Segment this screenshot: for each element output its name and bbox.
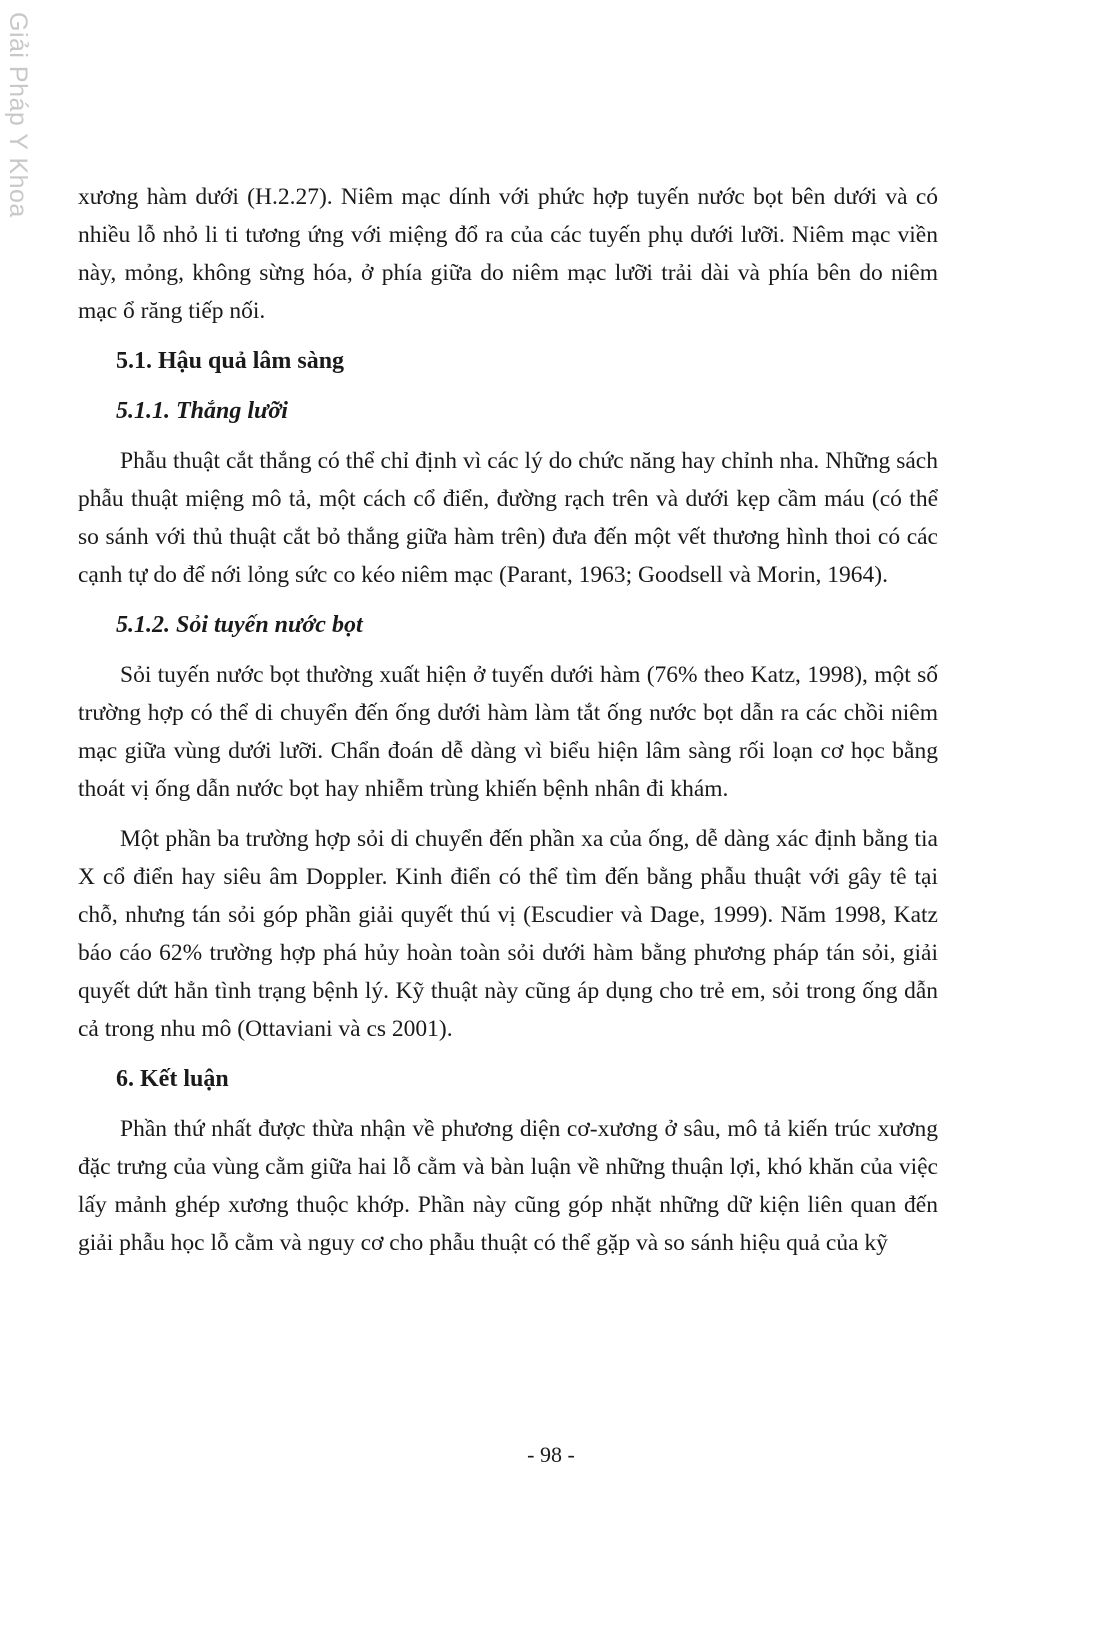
paragraph-frenum: Phẫu thuật cắt thắng có thể chỉ định vì các lý do chức năng hay chỉnh nha. Những sách phẫu thuật miệng mô tả, một cách cổ điển, đường rạch trên và dưới kẹp cầm máu (có thể so sánh với thủ thuật cắt bỏ thắng giữa hàm trên) đưa đến một vết thương hình thoi có các cạnh tự do để nới lỏng sức co kéo niêm mạc (Parant, 1963; Goodsell và Morin, 1964).: [78, 448, 938, 588]
watermark: Giải Pháp Y Khoa: [4, 12, 32, 218]
page-number: - 98 -: [527, 1442, 575, 1467]
section-heading-5-1: 5.1. Hậu quả lâm sàng: [116, 348, 345, 374]
subsection-heading-5-1-1: 5.1.1. Thắng lưỡi: [116, 398, 288, 424]
page-content: [78, 178, 938, 1262]
intro-paragraph: xương hàm dưới (H.2.27). Niêm mạc dính với phức hợp tuyến nước bọt bên dưới và có nhiều lỗ nhỏ li ti tương ứng với miệng đổ ra của các tuyến phụ dưới lưỡi. Niêm mạc viền này, mỏng, không sừng hóa, ở phía giữa do niêm mạc lưỡi trải dài và phía bên do niêm mạc ổ răng tiếp nối.: [78, 184, 938, 324]
subsection-heading-5-1-2: 5.1.2. Sỏi tuyến nước bọt: [116, 612, 363, 638]
paragraph-conclusion: Phần thứ nhất được thừa nhận về phương diện cơ-xương ở sâu, mô tả kiến trúc xương đặc trưng của vùng cằm giữa hai lỗ cằm và bàn luận về những thuận lợi, khó khăn của việc lấy mảnh ghép xương thuộc khớp. Phần này cũng góp nhặt những dữ kiện liên quan đến giải phẫu học lỗ cằm và nguy cơ cho phẫu thuật có thể gặp và so sánh hiệu quả của kỹ: [78, 1116, 938, 1256]
section-heading-6: 6. Kết luận: [116, 1066, 229, 1092]
paragraph-salivary-stones-1: Sỏi tuyến nước bọt thường xuất hiện ở tuyến dưới hàm (76% theo Katz, 1998), một số trường hợp có thể di chuyển đến ống dưới hàm làm tắt ống nước bọt dẫn ra các chồi niêm mạc giữa vùng dưới lưỡi. Chẩn đoán dễ dàng vì biểu hiện lâm sàng rối loạn cơ học bằng thoát vị ống dẫn nước bọt hay nhiễm trùng khiến bệnh nhân đi khám.: [78, 662, 938, 802]
paragraph-salivary-stones-2: Một phần ba trường hợp sỏi di chuyển đến phần xa của ống, dễ dàng xác định bằng tia X cổ điển hay siêu âm Doppler. Kinh điển có thể tìm đến bằng phẫu thuật với gây tê tại chỗ, nhưng tán sỏi góp phần giải quyết thú vị (Escudier và Dage, 1999). Năm 1998, Katz báo cáo 62% trường hợp phá hủy hoàn toàn sỏi dưới hàm bằng phương pháp tán sỏi, giải quyết dứt hẳn tình trạng bệnh lý. Kỹ thuật này cũng áp dụng cho trẻ em, sỏi trong ống dẫn cả trong nhu mô (Ottaviani và cs 2001).: [78, 826, 938, 1042]
